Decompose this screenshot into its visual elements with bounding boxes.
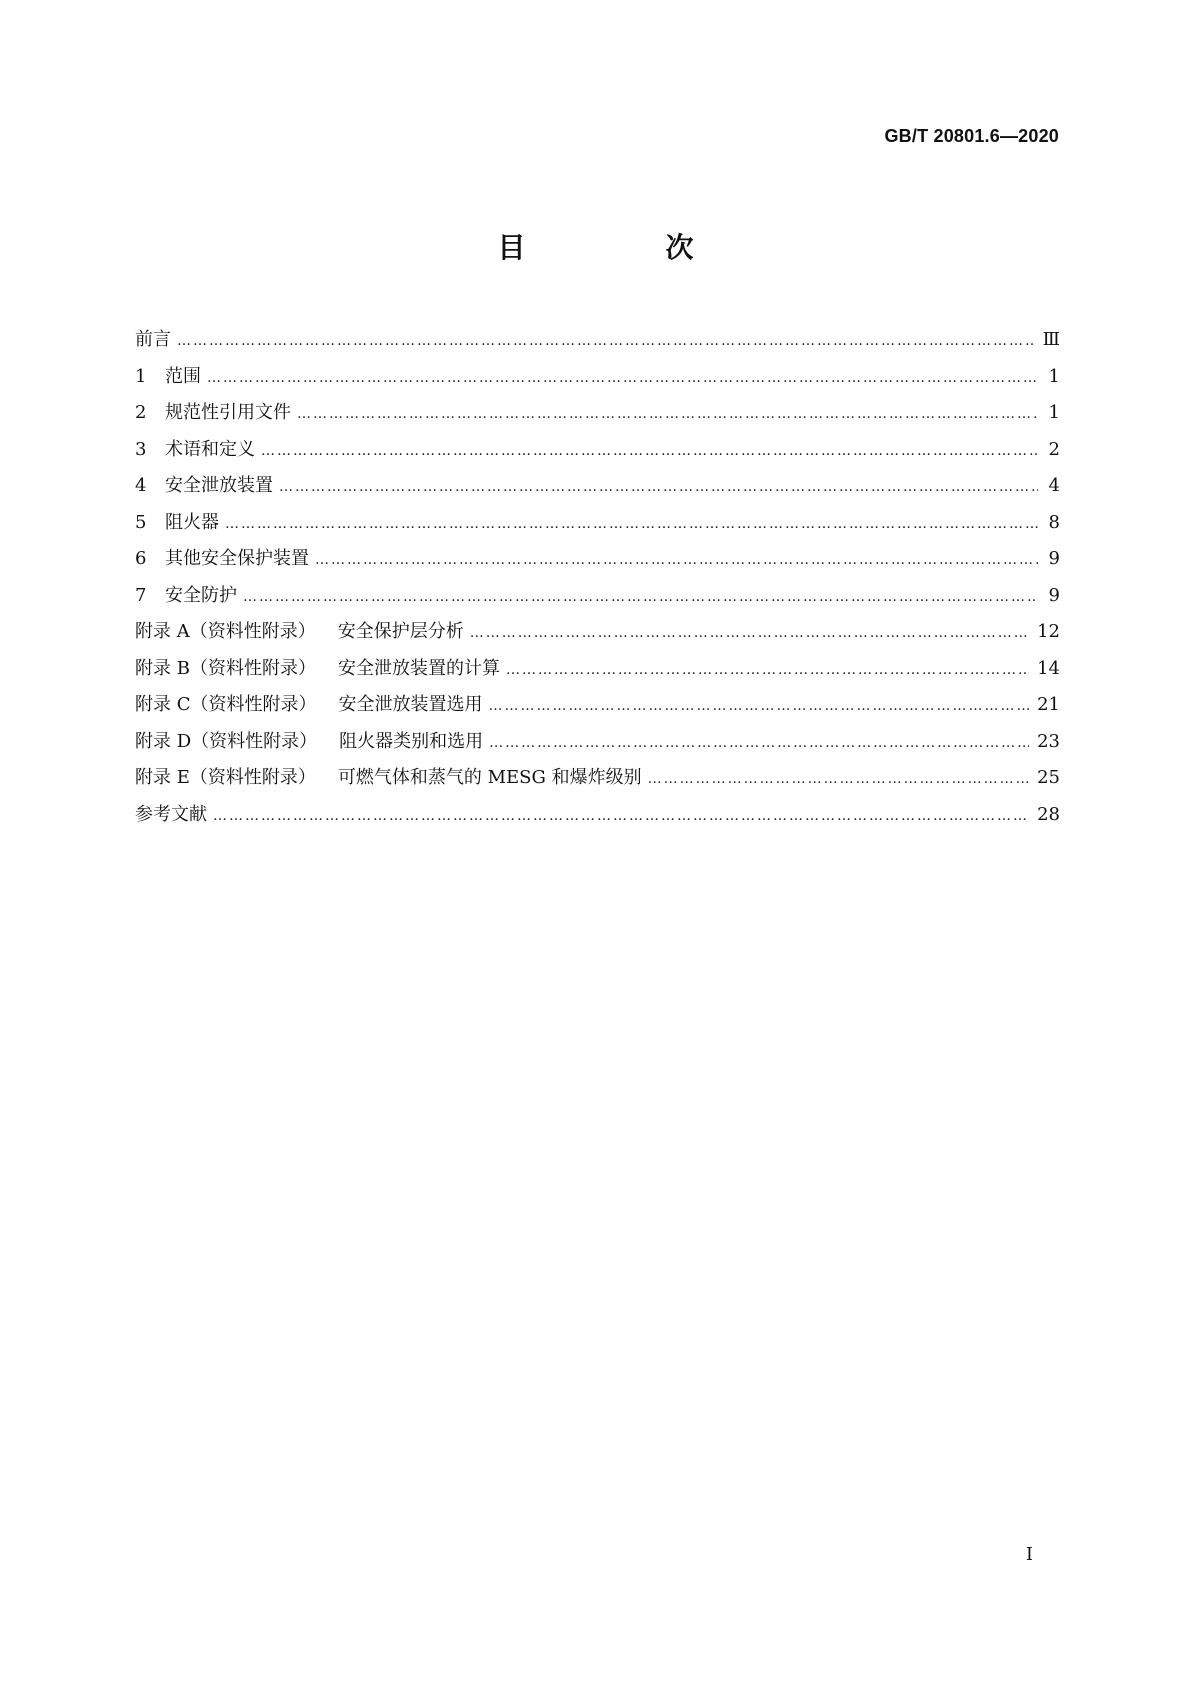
toc-page-number: 14 [1037, 657, 1060, 679]
toc-leader-dots [213, 808, 1029, 824]
toc-leader-dots [489, 698, 1030, 714]
toc-leader-dots [506, 662, 1029, 678]
toc-section-number: 4 [135, 475, 147, 496]
toc-entry-title: 附录 D（资料性附录） 阻火器类别和选用 [135, 730, 484, 752]
toc-entry-annex-a[interactable] [135, 617, 1060, 654]
toc-page-number: 21 [1037, 694, 1060, 715]
toc-leader-dots [177, 333, 1035, 349]
toc-section-number: 7 [135, 584, 147, 606]
toc-page-number: 28 [1037, 803, 1060, 825]
annex-subtitle: 安全保护层分析 [337, 621, 464, 642]
toc-page-number: 9 [1048, 584, 1060, 606]
toc-entry-annex-c[interactable] [135, 690, 1060, 727]
toc-entry-title: 参考文献 [135, 803, 207, 825]
toc-page-number: 1 [1048, 402, 1060, 423]
table-of-contents [135, 325, 1060, 836]
toc-page-number: 4 [1048, 475, 1060, 496]
toc-entry-annex-d[interactable] [135, 727, 1060, 764]
annex-subtitle: 安全泄放装置的计算 [337, 657, 500, 679]
toc-entry-foreword[interactable] [135, 325, 1060, 362]
annex-subtitle: 阻火器类别和选用 [339, 730, 484, 752]
toc-page-number: 2 [1048, 438, 1060, 460]
toc-entry-flame-arresters[interactable] [135, 508, 1060, 545]
toc-entry-annex-b[interactable] [135, 654, 1060, 691]
toc-leader-dots [648, 771, 1029, 787]
toc-entry-title: 3 术语和定义 [135, 438, 255, 460]
toc-entry-other-protection[interactable] [135, 544, 1060, 581]
toc-page-number: 12 [1037, 621, 1060, 642]
toc-entry-terms[interactable] [135, 435, 1060, 472]
toc-leader-dots [207, 370, 1038, 386]
toc-leader-dots [297, 406, 1038, 422]
toc-entry-scope[interactable] [135, 362, 1060, 399]
footer-page-number: I [1025, 1544, 1033, 1565]
toc-entry-title: 2 规范性引用文件 [135, 402, 291, 423]
toc-leader-dots [279, 479, 1038, 495]
toc-entry-title: 附录 A（资料性附录） 安全保护层分析 [135, 621, 464, 642]
toc-leader-dots [315, 552, 1038, 568]
toc-entry-title: 7 安全防护 [135, 584, 237, 606]
toc-entry-title: 附录 E（资料性附录） 可燃气体和蒸气的 MESG 和爆炸级别 [135, 767, 642, 788]
toc-entry-title: 1 范围 [135, 365, 201, 387]
toc-page-number: Ⅲ [1042, 329, 1060, 350]
toc-entry-safety-protection[interactable] [135, 581, 1060, 618]
toc-entry-bibliography[interactable] [135, 800, 1060, 837]
toc-entry-title: 前言 [135, 329, 171, 350]
toc-section-number: 1 [135, 365, 147, 387]
toc-leader-dots [261, 443, 1038, 459]
toc-leader-dots [489, 735, 1029, 751]
toc-page-number: 1 [1048, 365, 1060, 387]
toc-entry-title: 附录 B（资料性附录） 安全泄放装置的计算 [135, 657, 500, 679]
toc-page-number: 8 [1048, 511, 1060, 533]
toc-leader-dots [470, 625, 1029, 641]
toc-entry-title: 4 安全泄放装置 [135, 475, 273, 496]
toc-entry-annex-e[interactable] [135, 763, 1060, 800]
toc-page-number: 9 [1048, 548, 1060, 569]
toc-entry-relief-devices[interactable] [135, 471, 1060, 508]
toc-section-number: 5 [135, 511, 147, 533]
toc-leader-dots [225, 516, 1038, 532]
toc-entry-title: 6 其他安全保护装置 [135, 548, 309, 569]
toc-page-number: 25 [1037, 767, 1060, 788]
toc-leader-dots [243, 589, 1038, 605]
toc-entry-title: 附录 C（资料性附录） 安全泄放装置选用 [135, 694, 483, 715]
standard-number: GB/T 20801.6—2020 [884, 126, 1059, 146]
page-title: 目 次 [497, 231, 750, 264]
toc-entry-normative-references[interactable] [135, 398, 1060, 435]
toc-section-number: 6 [135, 548, 147, 569]
toc-entry-title: 5 阻火器 [135, 511, 219, 533]
annex-subtitle: 可燃气体和蒸气的 MESG 和爆炸级别 [337, 767, 642, 788]
toc-section-number: 2 [135, 402, 147, 423]
toc-section-number: 3 [135, 438, 147, 460]
toc-page-number: 23 [1037, 730, 1060, 752]
annex-subtitle: 安全泄放装置选用 [338, 694, 483, 715]
